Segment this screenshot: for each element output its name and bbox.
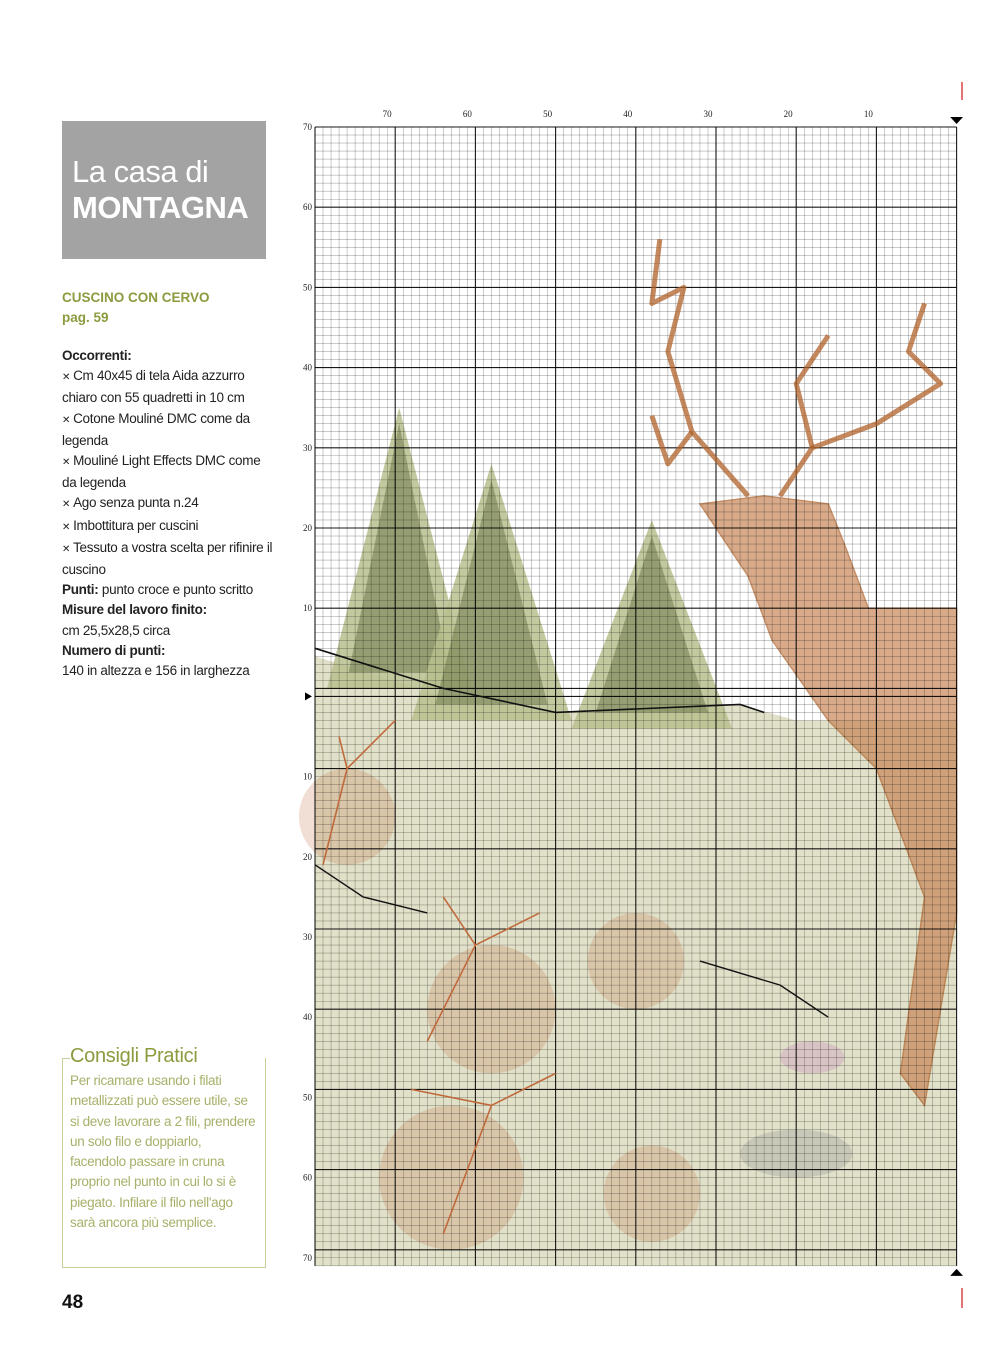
top-axis-label: 30 <box>703 109 713 119</box>
tips-title: Consigli Pratici <box>70 1045 201 1068</box>
left-axis-label: 40 <box>303 1012 312 1023</box>
materials-info <box>62 346 277 681</box>
material-item: ✕ Ago senza punta n.24 <box>62 493 277 515</box>
top-axis-label: 20 <box>783 109 793 119</box>
tips-text: Per ricamare usando i filati metallizzati può essere utile, se si deve lavorare a 2 fili, prendere un solo filo e doppiarlo, facendolo passare in cruna proprio nel punto in cui lo si è piegato. Infilare il filo nell'ago sarà ancora più semplice. <box>70 1073 256 1231</box>
material-item: ✕ Imbottitura per cuscini <box>62 516 277 538</box>
size-value: cm 25,5x28,5 circa <box>62 622 170 638</box>
cross-stitch-chart <box>292 100 999 1280</box>
left-axis-label: 30 <box>303 442 312 453</box>
count-value: 140 in altezza e 156 in larghezza <box>62 663 250 679</box>
project-heading <box>62 288 210 328</box>
left-axis-label: 30 <box>303 932 312 943</box>
left-axis-label: 60 <box>303 1172 312 1183</box>
size-label: Misure del lavoro finito: <box>62 602 207 618</box>
left-axis-label: 70 <box>303 1252 312 1263</box>
left-axis-label: 10 <box>303 771 312 782</box>
page-number: 48 <box>62 1292 84 1313</box>
top-axis-label: 10 <box>863 109 873 119</box>
material-item: ✕ Cm 40x45 di tela Aida azzurro chiaro con 55 quadretti in 10 cm <box>62 366 277 408</box>
title-box <box>62 121 266 259</box>
material-item: ✕ Tessuto a vostra scelta per rifinire il cuscino <box>62 538 277 580</box>
center-marker-bottom <box>950 1269 963 1276</box>
chart-grid <box>315 127 957 1266</box>
materials-heading: Occorrenti: <box>62 348 132 363</box>
top-axis-label: 40 <box>623 109 633 119</box>
tips-box <box>62 1045 267 1269</box>
left-axis-label: 50 <box>303 282 312 293</box>
left-axis-label: 50 <box>303 1092 312 1103</box>
material-item: ✕ Mouliné Light Effects DMC come da legenda <box>62 451 277 493</box>
stitches-line <box>62 580 277 600</box>
material-item: ✕ Cotone Mouliné DMC come da legenda <box>62 409 277 451</box>
left-axis-label: 10 <box>303 603 312 614</box>
page-reference: pag. 59 <box>62 310 109 325</box>
center-marker-top <box>950 117 963 124</box>
left-axis-label: 20 <box>303 851 312 862</box>
left-axis-label: 60 <box>303 202 312 213</box>
title-line-1: La casa di <box>72 154 209 189</box>
stitches-label: Punti: <box>62 582 99 598</box>
top-axis-label: 70 <box>382 109 392 119</box>
crop-mark <box>961 1288 963 1308</box>
project-name: CUSCINO CON CERVO <box>62 290 210 305</box>
crop-mark <box>961 82 963 100</box>
top-axis-label: 60 <box>462 109 472 119</box>
left-axis-label: 20 <box>303 523 312 533</box>
center-marker-left <box>305 692 312 700</box>
top-axis-label: 50 <box>543 109 553 119</box>
title-line-2: MONTAGNA <box>72 190 249 225</box>
stitches-value: punto croce e punto scritto <box>101 582 253 598</box>
left-axis-label: 40 <box>303 362 312 373</box>
count-label: Numero di punti: <box>62 642 166 658</box>
left-axis-label: 70 <box>303 122 312 132</box>
